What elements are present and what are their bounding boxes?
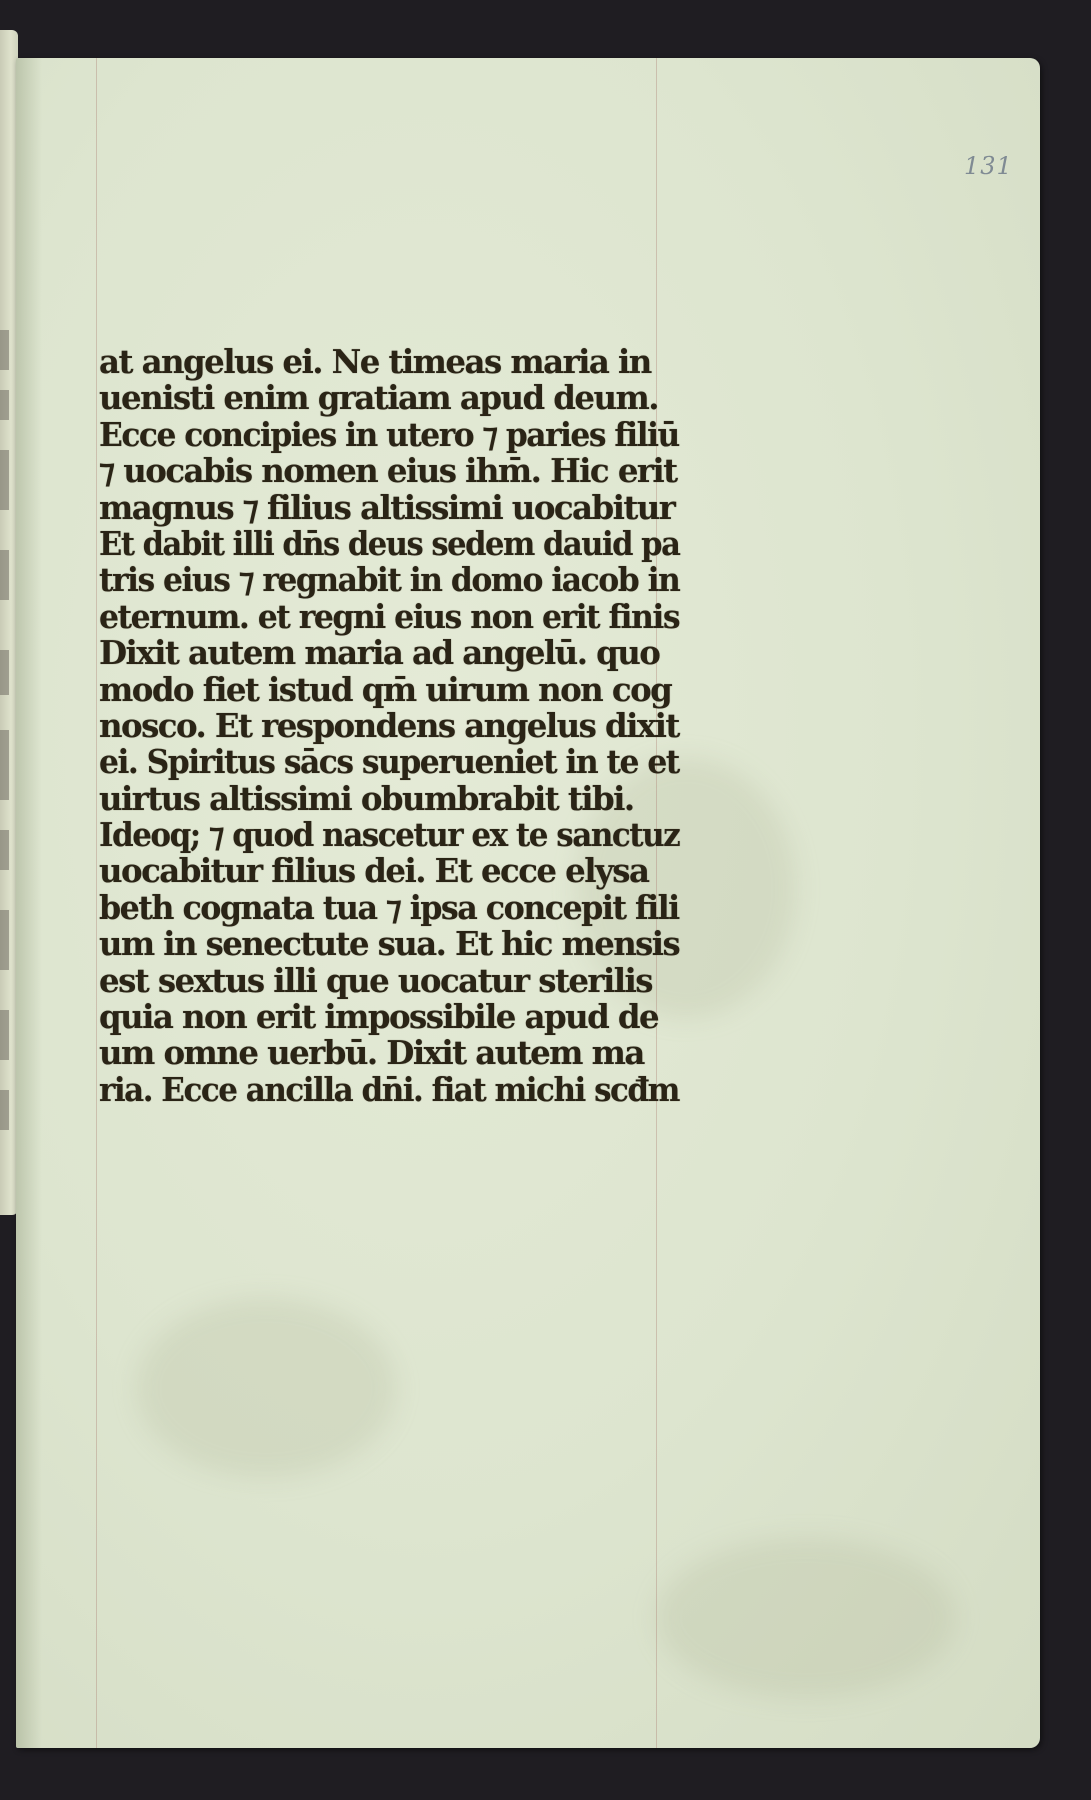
ruling-line-left: [96, 58, 97, 1748]
text-line: ⁊ uocabis nomen eius ihm̄. Hic erit: [99, 451, 677, 491]
text-line: quia non erit impossibile apud de: [99, 997, 659, 1037]
text-block: [99, 344, 689, 1108]
text-line: Dixit autem maria ad angelū. quo: [99, 633, 660, 673]
text-line: um in senectute sua. Et hic mensis: [99, 924, 680, 964]
text-line: eternum. et regni eius non erit finis: [99, 596, 680, 636]
text-line: tris eius ⁊ regnabit in domo iacob in: [99, 560, 680, 600]
text-line: um omne uerbū. Dixit autem ma: [99, 1033, 644, 1073]
text-line: est sextus illi que uocatur sterilis: [99, 960, 652, 1000]
text-line: at angelus ei. Ne timeas maria in: [99, 342, 651, 381]
text-line: magnus ⁊ filius altissimi uocabitur: [99, 487, 675, 527]
folio-number: 131: [964, 152, 1013, 180]
text-line: beth cognata tua ⁊ ipsa concepit fili: [99, 887, 679, 927]
text-line: Et dabit illi dn̄s deus sedem dauid pa: [99, 523, 680, 563]
text-line: ei. Spiritus sācs superueniet in te et: [99, 742, 679, 782]
text-line: uirtus altissimi obumbrabit tibi.: [99, 778, 634, 818]
text-line: uocabitur filius dei. Et ecce elysa: [99, 851, 649, 891]
text-line: nosco. Et respondens angelus dixit: [99, 705, 679, 745]
text-line: ria. Ecce ancilla dn̄i. fiat michi scđm: [99, 1069, 679, 1109]
text-line: uenisti enim gratiam apud deum.: [99, 378, 658, 418]
text-line: Ideoq; ⁊ quod nascetur ex te sanctuz: [99, 815, 680, 855]
text-line: Ecce concipies in utero ⁊ paries filiū: [99, 414, 679, 454]
text-line: modo fiet istud qm̄ uirum non cog: [99, 669, 672, 709]
